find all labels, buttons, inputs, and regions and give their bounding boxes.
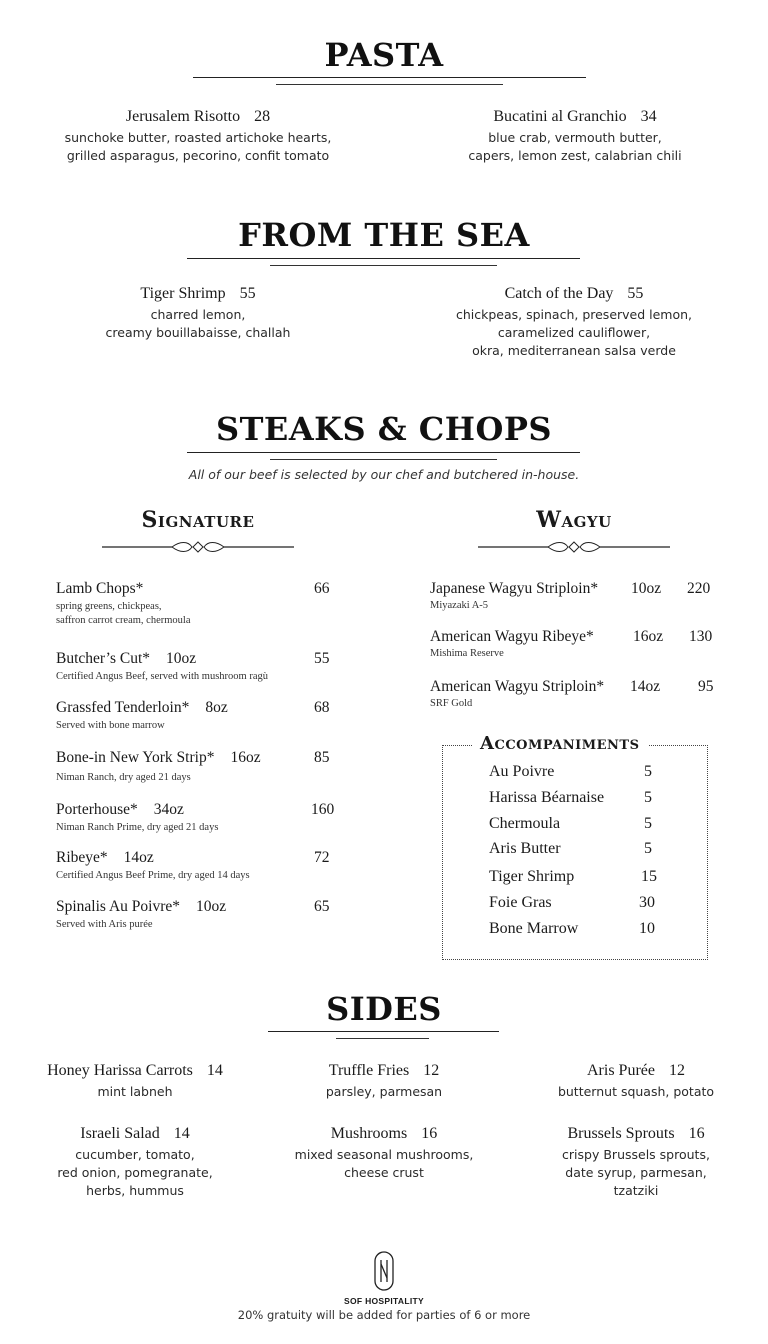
sof-monogram-icon	[373, 1250, 395, 1292]
steak-price: 85	[314, 749, 330, 766]
accompaniments-title: Accompaniments	[472, 733, 648, 754]
wagyu-price: 220	[687, 580, 711, 597]
side-name: Israeli Salad	[80, 1125, 160, 1142]
wagyu-title: Wagyu	[536, 507, 612, 533]
gratuity-note: 20% gratuity will be added for parties of 6 or more	[237, 1308, 531, 1322]
steak-item	[56, 650, 346, 684]
side-desc: crispy Brussels sprouts,	[562, 1147, 710, 1162]
steak-item	[56, 749, 346, 785]
dish-desc: blue crab, vermouth butter,	[488, 130, 662, 145]
divider	[187, 258, 580, 259]
wagyu-desc: Mishima Reserve	[430, 648, 504, 659]
side-name: Brussels Sprouts	[567, 1125, 675, 1142]
dish-tiger-shrimp	[48, 285, 348, 342]
dish-desc: charred lemon,	[150, 307, 246, 322]
steak-weight: 10oz	[166, 650, 197, 667]
steak-weight: 10oz	[196, 898, 227, 915]
flourish-divider-icon	[476, 538, 672, 556]
steak-item	[56, 898, 346, 932]
dish-name: Bucatini al Granchio	[493, 108, 627, 125]
steak-desc: Certified Angus Beef, served with mushroom ragù	[56, 671, 268, 682]
dish-desc: okra, mediterranean salsa verde	[472, 343, 676, 358]
steak-item	[56, 580, 346, 628]
steak-desc: Certified Angus Beef Prime, dry aged 14 days	[56, 870, 250, 881]
side-israeli-salad	[20, 1125, 250, 1200]
wagyu-desc: Miyazaki A-5	[430, 600, 489, 611]
wagyu-item	[430, 678, 730, 709]
steak-desc: Served with bone marrow	[56, 720, 165, 731]
accompaniment-price: 10	[639, 920, 655, 937]
flourish-divider-icon	[100, 538, 296, 556]
steak-price: 72	[314, 849, 330, 866]
accompaniment-name: Foie Gras	[489, 894, 552, 911]
side-aris-puree	[521, 1062, 751, 1101]
dish-desc: sunchoke butter, roasted artichoke hearts,	[64, 130, 332, 145]
wagyu-weight: 14oz	[630, 678, 661, 695]
brand-name: SOF HOSPITALITY	[344, 1296, 424, 1306]
dish-desc: capers, lemon zest, calabrian chili	[468, 148, 682, 163]
accompaniment-price: 15	[641, 868, 657, 885]
dish-desc: creamy bouillabaisse, challah	[105, 325, 291, 340]
steak-desc: Niman Ranch Prime, dry aged 21 days	[56, 822, 219, 833]
wagyu-price: 130	[689, 628, 713, 645]
side-name: Aris Purée	[587, 1062, 655, 1079]
side-name: Mushrooms	[330, 1125, 408, 1142]
section-title-sea: FROM THE SEA	[238, 216, 530, 254]
dish-bucatini	[425, 108, 725, 165]
steak-name: Butcher’s Cut*	[56, 650, 150, 667]
accompaniment-name: Au Poivre	[489, 763, 555, 780]
steak-name: Lamb Chops*	[56, 580, 144, 597]
steak-desc: Niman Ranch, dry aged 21 days	[56, 772, 191, 783]
steak-name: Spinalis Au Poivre*	[56, 898, 181, 915]
wagyu-name: Japanese Wagyu Striploin*	[430, 580, 599, 597]
steak-price: 68	[314, 699, 330, 716]
side-name: Truffle Fries	[328, 1062, 410, 1079]
dish-desc: grilled asparagus, pecorino, confit tomato	[66, 148, 330, 163]
side-honey-harissa-carrots	[20, 1062, 250, 1101]
section-title-sides: SIDES	[326, 990, 442, 1028]
steak-price: 55	[314, 650, 330, 667]
dish-price: 55	[627, 285, 644, 302]
side-desc: red onion, pomegranate,	[57, 1165, 213, 1180]
steak-item	[56, 699, 346, 733]
divider	[270, 459, 497, 460]
accompaniment-price: 5	[644, 789, 652, 806]
dish-price: 55	[239, 285, 256, 302]
side-brussels-sprouts	[521, 1125, 751, 1200]
side-desc: cucumber, tomato,	[75, 1147, 195, 1162]
side-desc: mint labneh	[97, 1084, 173, 1099]
dish-price: 34	[640, 108, 657, 125]
beef-note: All of our beef is selected by our chef and butchered in-house.	[188, 467, 580, 482]
section-title-pasta: PASTA	[324, 36, 444, 74]
divider	[336, 1038, 429, 1039]
accompaniment-name: Bone Marrow	[489, 920, 579, 937]
accompaniment-price: 5	[644, 763, 652, 780]
divider	[268, 1031, 499, 1032]
side-price: 14	[173, 1125, 190, 1142]
steak-name: Grassfed Tenderloin*	[56, 699, 190, 716]
accompaniment-name: Harissa Béarnaise	[489, 789, 605, 806]
wagyu-price: 95	[698, 678, 714, 695]
steak-name: Bone-in New York Strip*	[56, 749, 215, 766]
divider	[193, 77, 586, 78]
dish-name: Jerusalem Risotto	[125, 108, 241, 125]
side-truffle-fries	[269, 1062, 499, 1101]
accompaniment-name: Aris Butter	[489, 840, 561, 857]
side-price: 12	[668, 1062, 685, 1079]
wagyu-item	[430, 628, 730, 659]
accompaniment-price: 5	[644, 840, 652, 857]
side-desc: date syrup, parmesan,	[565, 1165, 707, 1180]
steak-weight: 34oz	[153, 801, 184, 818]
signature-title: Signature	[141, 507, 255, 533]
dish-name: Tiger Shrimp	[140, 285, 226, 302]
steak-name: Porterhouse*	[56, 801, 138, 818]
steak-price: 66	[314, 580, 330, 597]
steak-weight: 16oz	[230, 749, 261, 766]
divider	[270, 265, 497, 266]
steak-desc: saffron carrot cream, chermoula	[56, 615, 191, 626]
steak-price: 65	[314, 898, 330, 915]
side-desc: mixed seasonal mushrooms,	[294, 1147, 474, 1162]
steak-desc: spring greens, chickpeas,	[56, 601, 162, 612]
side-mushrooms	[269, 1125, 499, 1182]
side-price: 16	[421, 1125, 438, 1142]
dish-desc: caramelized cauliflower,	[497, 325, 651, 340]
wagyu-name: American Wagyu Ribeye*	[430, 628, 594, 645]
side-price: 14	[206, 1062, 223, 1079]
steak-price: 160	[311, 801, 335, 818]
accompaniment-price: 30	[639, 894, 655, 911]
accompaniment-name: Tiger Shrimp	[489, 868, 575, 885]
steak-weight: 14oz	[123, 849, 154, 866]
steak-item	[56, 801, 346, 835]
steak-desc: Served with Aris purée	[56, 919, 153, 930]
dish-jerusalem-risotto	[48, 108, 348, 165]
side-desc: parsley, parmesan	[325, 1084, 443, 1099]
side-desc: cheese crust	[344, 1165, 424, 1180]
wagyu-name: American Wagyu Striploin*	[430, 678, 605, 695]
divider	[276, 84, 503, 85]
side-price: 12	[423, 1062, 440, 1079]
side-name: Honey Harissa Carrots	[47, 1062, 193, 1079]
side-price: 16	[688, 1125, 705, 1142]
section-title-steaks: STEAKS & CHOPS	[216, 410, 552, 448]
steak-name: Ribeye*	[56, 849, 108, 866]
dish-price: 28	[254, 108, 271, 125]
steak-item	[56, 849, 346, 883]
dish-desc: chickpeas, spinach, preserved lemon,	[455, 307, 693, 322]
wagyu-desc: SRF Gold	[430, 698, 473, 709]
dish-catch-of-the-day	[424, 285, 724, 360]
dish-name: Catch of the Day	[504, 285, 614, 302]
accompaniment-price: 5	[644, 815, 652, 832]
side-desc: herbs, hummus	[86, 1183, 184, 1198]
accompaniment-name: Chermoula	[489, 815, 561, 832]
wagyu-weight: 16oz	[633, 628, 664, 645]
side-desc: butternut squash, potato	[557, 1084, 715, 1099]
wagyu-item	[430, 580, 730, 611]
wagyu-weight: 10oz	[631, 580, 662, 597]
divider	[187, 452, 580, 453]
steak-weight: 8oz	[205, 699, 228, 716]
side-desc: tzatziki	[613, 1183, 659, 1198]
